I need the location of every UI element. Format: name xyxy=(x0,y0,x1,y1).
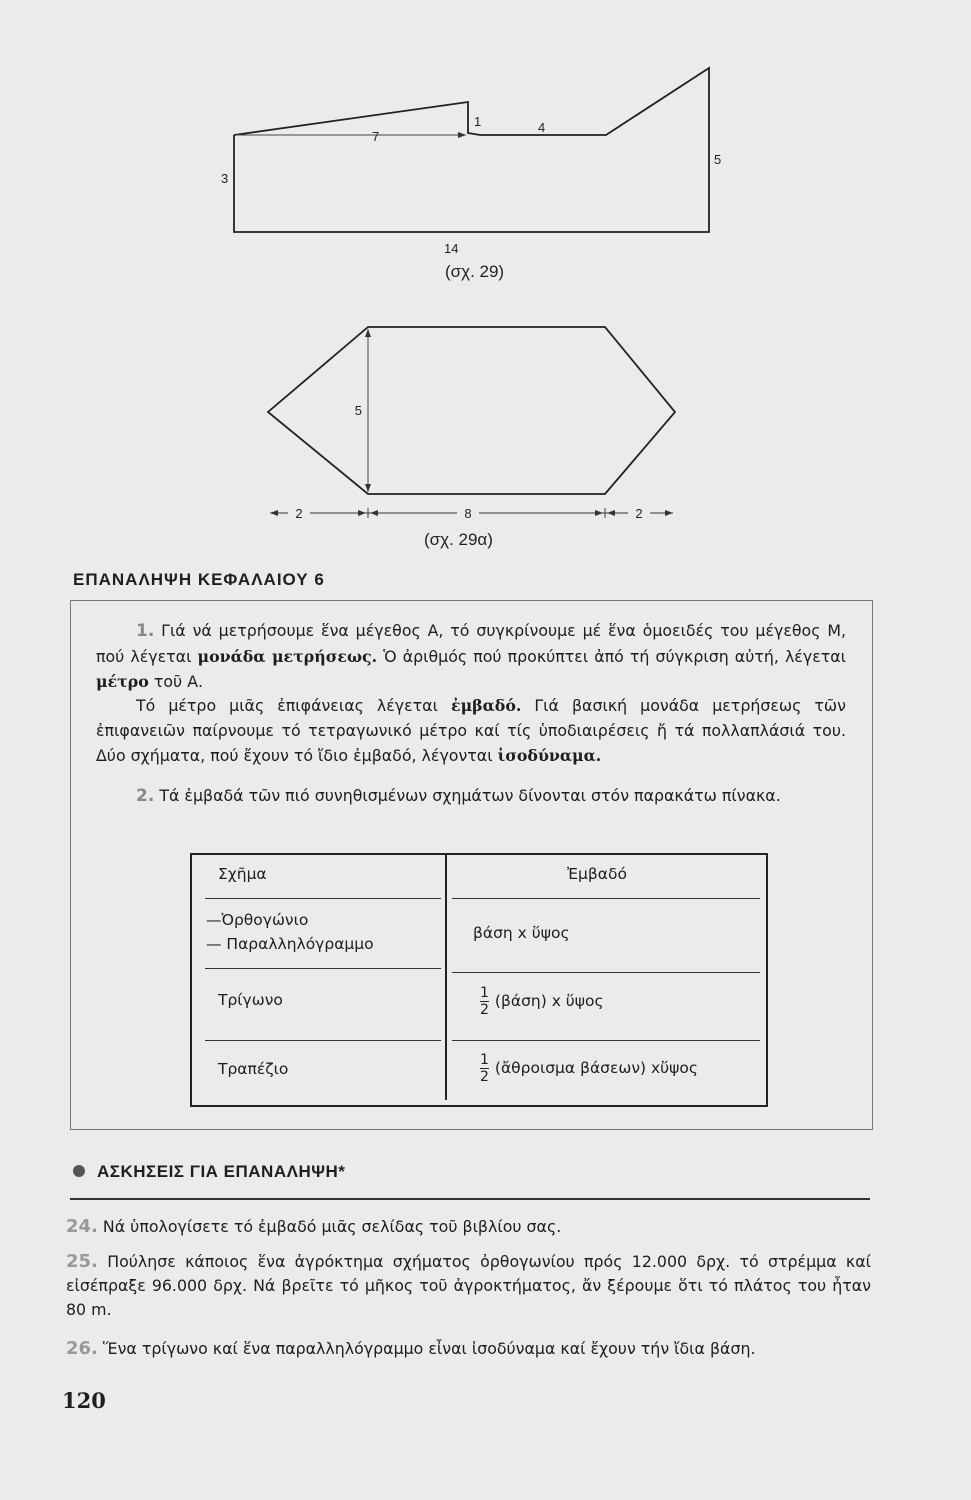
term-measure: μέτρο xyxy=(96,672,149,691)
exercises-rule xyxy=(70,1198,870,1200)
summary-paragraph-1 xyxy=(96,618,846,694)
term-unit-of-measure: μονάδα μετρήσεως. xyxy=(197,647,378,666)
table-header-rule-left xyxy=(205,898,441,899)
fig29a-label-left: 2 xyxy=(295,506,303,521)
term-equivalent: ἰσοδύναμα. xyxy=(497,746,602,765)
table-formula-trapezoid xyxy=(480,1052,698,1085)
table-shape-parallelogram: — Παραλληλόγραμμο xyxy=(206,935,374,953)
summary-number-2: 2. xyxy=(136,786,155,806)
triangle-fraction-den: 2 xyxy=(480,1002,489,1018)
trapezoid-fraction xyxy=(480,1052,489,1085)
exercise-25 xyxy=(66,1250,871,1322)
table-row-rule-2-left xyxy=(205,1040,441,1041)
table-row-rule-2-right xyxy=(452,1040,760,1041)
fig29-label-top-right: 4 xyxy=(538,120,546,135)
trapezoid-fraction-num: 1 xyxy=(480,1052,489,1068)
exercise-number: 24. xyxy=(66,1216,98,1237)
fig29-label-bottom: 14 xyxy=(444,241,459,256)
exercise-text: Νά ὑπολογίσετε τό ἐμβαδό μιᾶς σελίδας τοῦ βιβλίου σας. xyxy=(102,1217,562,1236)
fig29a-label-height: 5 xyxy=(354,403,362,418)
section-heading: ΕΠΑΝΑΛΗΨΗ ΚΕΦΑΛΑΙΟΥ 6 xyxy=(73,570,325,589)
table-row-rule-1-right xyxy=(452,972,760,973)
table-formula-rectangle: βάση x ὕψος xyxy=(473,924,570,942)
exercises-heading: ΑΣΚΗΣΕΙΣ ΓΙΑ ΕΠΑΝΑΛΗΨΗ* xyxy=(97,1162,346,1181)
summary-p1-text-3: τοῦ Α. xyxy=(148,672,204,691)
summary-paragraph-2 xyxy=(96,693,846,768)
summary-p2-text-2: Γιά βασική μονάδα μετρήσεως τῶν ἐπιφανειῶν παίρνουμε τό τετραγωνικό μέτρο καί τίς ὑποδιαιρέσεις ἤ τά πολλαπλάσιά του. Δύο σχήματα, πού ἔχουν τό ἴδιο ἐμβαδό, λέγονται xyxy=(96,696,846,765)
exercise-text: Πούλησε κάποιος ἕνα ἀγρόκτημα σχήματος ὀρθογωνίου πρός 12.000 δρχ. τό στρέμμα καί εἰσέπραξε 96.000 δρχ. Νά βρεῖτε τό μῆκος τοῦ ἀγροκτήματος, ἄν ξέρουμε ὅτι τό πλάτος του ἦταν 80 m. xyxy=(66,1252,871,1319)
summary-number-1: 1. xyxy=(136,621,155,641)
exercise-text: Ἕνα τρίγωνο καί ἕνα παραλληλόγραμμο εἶναι ἰσοδύναμα καί ἔχουν τήν ἴδια βάση. xyxy=(102,1339,756,1358)
triangle-formula-text: (βάση) x ὕψος xyxy=(494,992,604,1010)
triangle-fraction-num: 1 xyxy=(480,985,489,1001)
bullet-icon xyxy=(73,1165,85,1177)
trapezoid-formula-text: (ἄθροισμα βάσεων) xὕψος xyxy=(494,1059,698,1077)
table-formula-triangle xyxy=(480,985,604,1018)
fig29a-caption: (σχ. 29α) xyxy=(424,530,493,549)
fig29-label-right: 5 xyxy=(714,152,722,167)
summary-p1-text-1: Γιά νά μετρήσουμε ἕνα μέγεθος Α, τό συγκρίνουμε μέ ἕνα ὁμοειδές του μέγεθος Μ, πού λέγεται xyxy=(96,621,846,666)
trapezoid-fraction-den: 2 xyxy=(480,1069,489,1085)
table-column-divider xyxy=(445,855,447,1100)
exercise-26 xyxy=(66,1337,871,1361)
summary-p3-text: Τά ἐμβαδά τῶν πιό συνηθισμένων σχημάτων δίνονται στόν παρακάτω πίνακα. xyxy=(159,786,781,805)
table-shape-trapezoid: Τραπέζιο xyxy=(218,1060,289,1078)
fig29-label-top-left: 7 xyxy=(372,129,380,144)
table-shape-rectangle: —Ὀρθογώνιο xyxy=(206,911,309,929)
summary-paragraph-3 xyxy=(96,783,846,809)
table-header-rule-right xyxy=(452,898,760,899)
fig29-label-step: 1 xyxy=(474,114,482,129)
fig29-label-left: 3 xyxy=(221,171,229,186)
fig29a-label-middle: 8 xyxy=(464,506,472,521)
figure-29 xyxy=(200,60,740,290)
page-number: 120 xyxy=(62,1388,106,1413)
exercise-number: 25. xyxy=(66,1251,98,1272)
table-header-area: Ἐμβαδό xyxy=(567,865,627,883)
table-header-shape: Σχῆμα xyxy=(218,865,267,883)
exercise-number: 26. xyxy=(66,1338,98,1359)
exercise-24 xyxy=(66,1215,871,1239)
summary-p1-text-2: Ὁ ἀριθμός πού προκύπτει ἀπό τή σύγκριση αὐτή, λέγεται xyxy=(377,647,846,666)
table-row-rule-1-left xyxy=(205,968,441,969)
table-shape-triangle: Τρίγωνο xyxy=(218,991,283,1009)
triangle-fraction xyxy=(480,985,489,1018)
summary-p2-text-1: Τό μέτρο μιᾶς ἐπιφάνειας λέγεται xyxy=(136,696,451,715)
term-area: ἐμβαδό. xyxy=(450,696,522,715)
fig29-caption: (σχ. 29) xyxy=(445,262,505,281)
fig29a-label-right: 2 xyxy=(635,506,643,521)
figure-29a xyxy=(250,315,710,555)
